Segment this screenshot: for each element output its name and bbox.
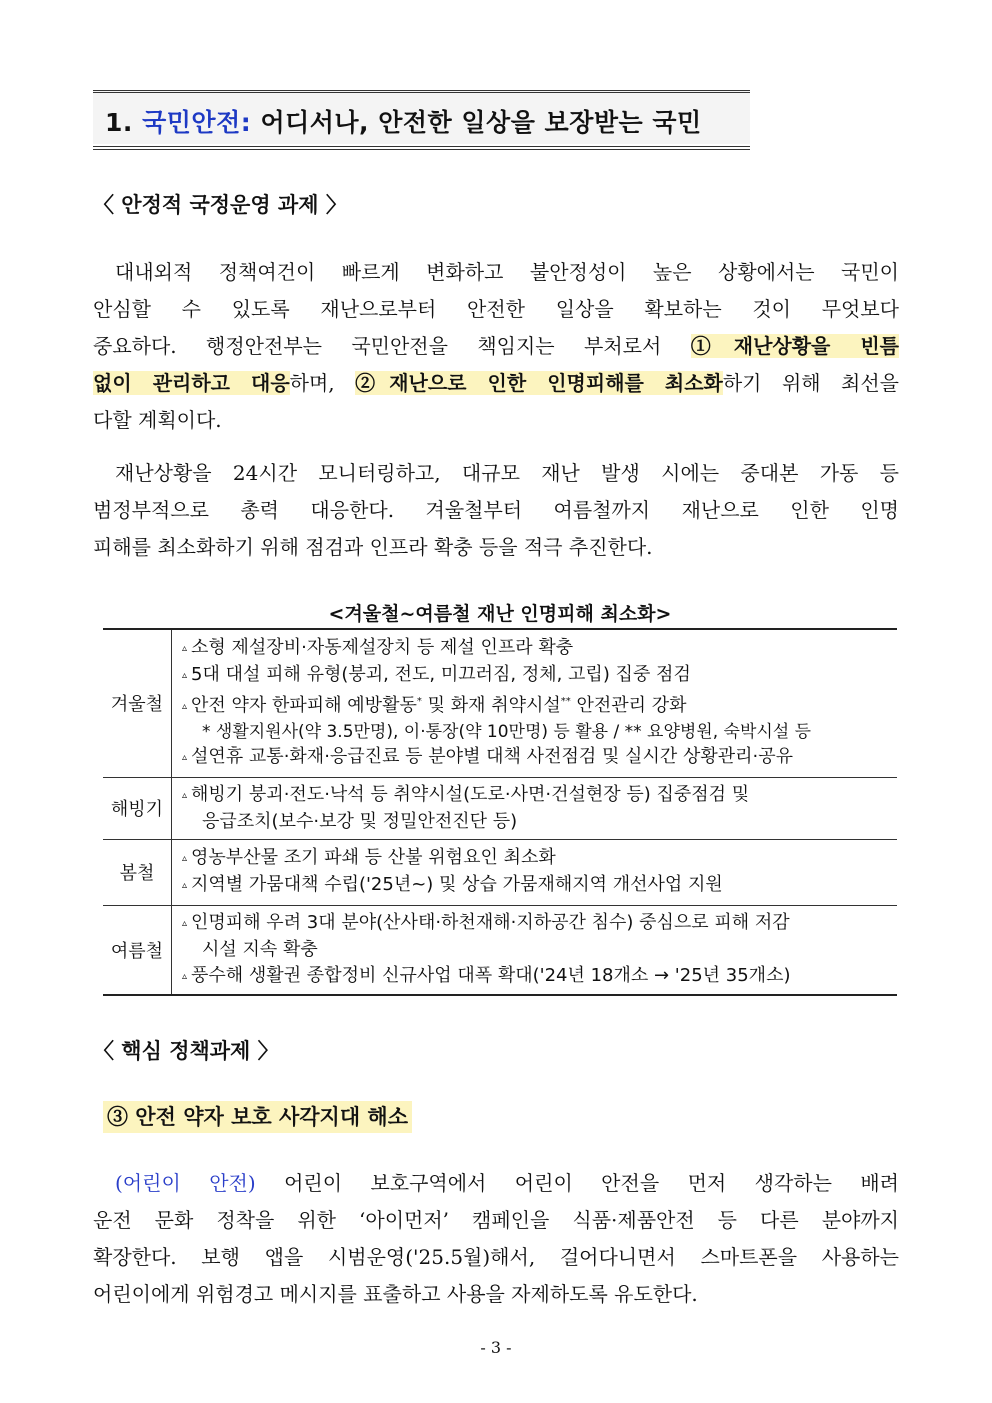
subtask-title: ③ 안전 약자 보호 사각지대 해소: [103, 1101, 412, 1133]
season-thaw: 해빙기: [103, 777, 172, 839]
season-winter: 겨울철: [103, 629, 172, 777]
seasonal-plan-table: [103, 628, 897, 996]
winter-item-4: 설연휴 교통·화재·응급진료 등 분야별 대책 사전점검 및 실시간 상황관리·공유: [191, 746, 793, 768]
triangle-bullet-icon: ▵: [182, 853, 188, 864]
triangle-bullet-icon: ▵: [182, 643, 188, 655]
title-highlight: 국민안전:: [142, 108, 252, 137]
winter-item-3b: 및 화재 취약시설: [421, 695, 561, 717]
highlight-casualty-minimize: ②재난으로 인한 인명피해를 최소화: [355, 371, 723, 395]
triangle-bullet-icon: ▵: [182, 789, 188, 801]
list-item: [182, 872, 891, 899]
section-heading-core: 〈 핵심 정책과제 〉: [93, 1039, 279, 1063]
footnote-mark-1: *: [416, 696, 422, 708]
winter-item-2: 5대 대설 피해 유형(붕괴, 전도, 미끄러짐, 정체, 고립) 집중 점검: [191, 664, 691, 686]
title-rest: 어디서나, 안전한 일상을 보장받는 국민: [260, 108, 702, 137]
para1-line2: 안심할 수 있도록 재난으로부터 안전한 일상을 확보하는 것이 무엇보다: [93, 297, 899, 321]
spring-item-1: 영농부산물 조기 파쇄 등 산불 위험요인 최소화: [191, 847, 556, 868]
para1-line5: 다할 계획이다.: [93, 408, 222, 432]
paragraph-child-safety: [93, 1165, 899, 1313]
paragraph-intro: [93, 254, 899, 439]
para1-line4: [93, 365, 899, 402]
page-title: [105, 103, 702, 139]
winter-item-1: 소형 제설장비·자동제설장치 등 제설 인프라 확충: [191, 637, 574, 659]
list-item: [182, 963, 891, 990]
triangle-bullet-icon: ▵: [182, 880, 188, 891]
para3-line2: 운전 문화 정착을 위한 ‘아이먼저’ 캠페인을 식품·제품안전 등 다른 분야까지: [93, 1208, 899, 1232]
spring-item-2: 지역별 가뭄대책 수립('25년~) 및 상습 가뭄재해지역 개선사업 지원: [191, 874, 723, 895]
season-spring: 봄철: [103, 839, 172, 905]
winter-items: [172, 629, 898, 777]
para2-line1: 재난상황을 24시간 모니터링하고, 대규모 재난 발생 시에는 중대본 가동 등: [115, 461, 899, 485]
triangle-bullet-icon: ▵: [182, 970, 188, 982]
list-item: [182, 662, 891, 689]
triangle-bullet-icon: ▵: [182, 917, 188, 929]
list-item: [182, 910, 891, 937]
para3-line3: 확장한다. 보행 앱을 시범운영('25.5월)해서, 걸어다니면서 스마트폰을 사용하는: [93, 1245, 899, 1269]
title-box: [93, 90, 750, 144]
para1-line3-text: 중요하다. 행정안전부는 국민안전을 책임지는 부처로서: [93, 334, 691, 358]
spring-items: [172, 839, 898, 905]
thaw-items: [172, 777, 898, 839]
table-row-thaw: [103, 777, 897, 839]
table-row-summer: [103, 905, 897, 995]
para1-line4-post: 하기 위해 최선을: [722, 371, 899, 395]
triangle-bullet-icon: ▵: [182, 701, 188, 713]
list-item: [182, 689, 891, 720]
para3-line1-text: 어린이 보호구역에서 어린이 안전을 먼저 생각하는 배려: [255, 1171, 899, 1195]
summer-item-2: 풍수해 생활권 종합정비 신규사업 대폭 확대('24년 18개소 → '25년 35개소): [191, 964, 791, 986]
thaw-item-1: 해빙기 붕괴·전도·낙석 등 취약시설(도로·사면·건설현장 등) 집중점검 및: [191, 783, 750, 805]
para1-line4-mid: 하며,: [289, 371, 356, 395]
para3-line4: 어린이에게 위험경고 메시지를 표출하고 사용을 자제하도록 유도한다.: [93, 1282, 698, 1306]
thaw-item-1-cont: 응급조치(보수·보강 및 정밀안전진단 등): [202, 810, 518, 832]
list-item: [182, 845, 891, 872]
triangle-bullet-icon: ▵: [182, 670, 188, 682]
table-row-spring: [103, 839, 897, 905]
paragraph-monitoring: [93, 455, 899, 566]
footnote-mark-2: **: [560, 696, 571, 708]
para1-line3: [93, 328, 899, 365]
summer-item-1: 인명피해 우려 3대 분야(산사태·하천재해·지하공간 침수) 중심으로 피해 저감: [191, 911, 790, 933]
list-item: [182, 635, 891, 662]
child-safety-tag: (어린이 안전): [115, 1171, 256, 1195]
winter-item-3a: 안전 약자 한파피해 예방활동: [191, 695, 417, 717]
para1-line1: 대내외적 정책여건이 빠르게 변화하고 불안정성이 높은 상황에서는 국민이: [115, 260, 899, 284]
highlight-disaster-management: ①재난상황을 빈틈: [690, 334, 900, 358]
section-heading-stable: 〈 안정적 국정운영 과제 〉: [93, 193, 347, 217]
table-row-winter: [103, 629, 897, 777]
season-summer: 여름철: [103, 905, 172, 995]
para2-line2: 범정부적으로 총력 대응한다. 겨울철부터 여름철까지 재난으로 인한 인명: [93, 498, 899, 522]
highlight-disaster-response: 없이 관리하고 대응: [93, 371, 290, 395]
page-number: - 3 -: [480, 1338, 512, 1357]
list-item: [182, 744, 891, 771]
title-number: 1.: [105, 108, 133, 137]
summer-item-1-cont: 시설 지속 확충: [202, 938, 318, 960]
para3-line1: [93, 1165, 899, 1202]
triangle-bullet-icon: ▵: [182, 752, 188, 764]
list-item: [182, 782, 891, 809]
para2-line3: 피해를 최소화하기 위해 점검과 인프라 확충 등을 적극 추진한다.: [93, 535, 653, 559]
summer-items: [172, 905, 898, 995]
table-caption: <겨울철~여름철 재난 인명피해 최소화>: [328, 603, 672, 625]
winter-footnote: * 생활지원사(약 3.5만명), 이·통장(약 10만명) 등 활용 / ** 요양병원, 숙박시설 등: [202, 722, 812, 743]
winter-item-3c: 안전관리 강화: [570, 695, 687, 717]
